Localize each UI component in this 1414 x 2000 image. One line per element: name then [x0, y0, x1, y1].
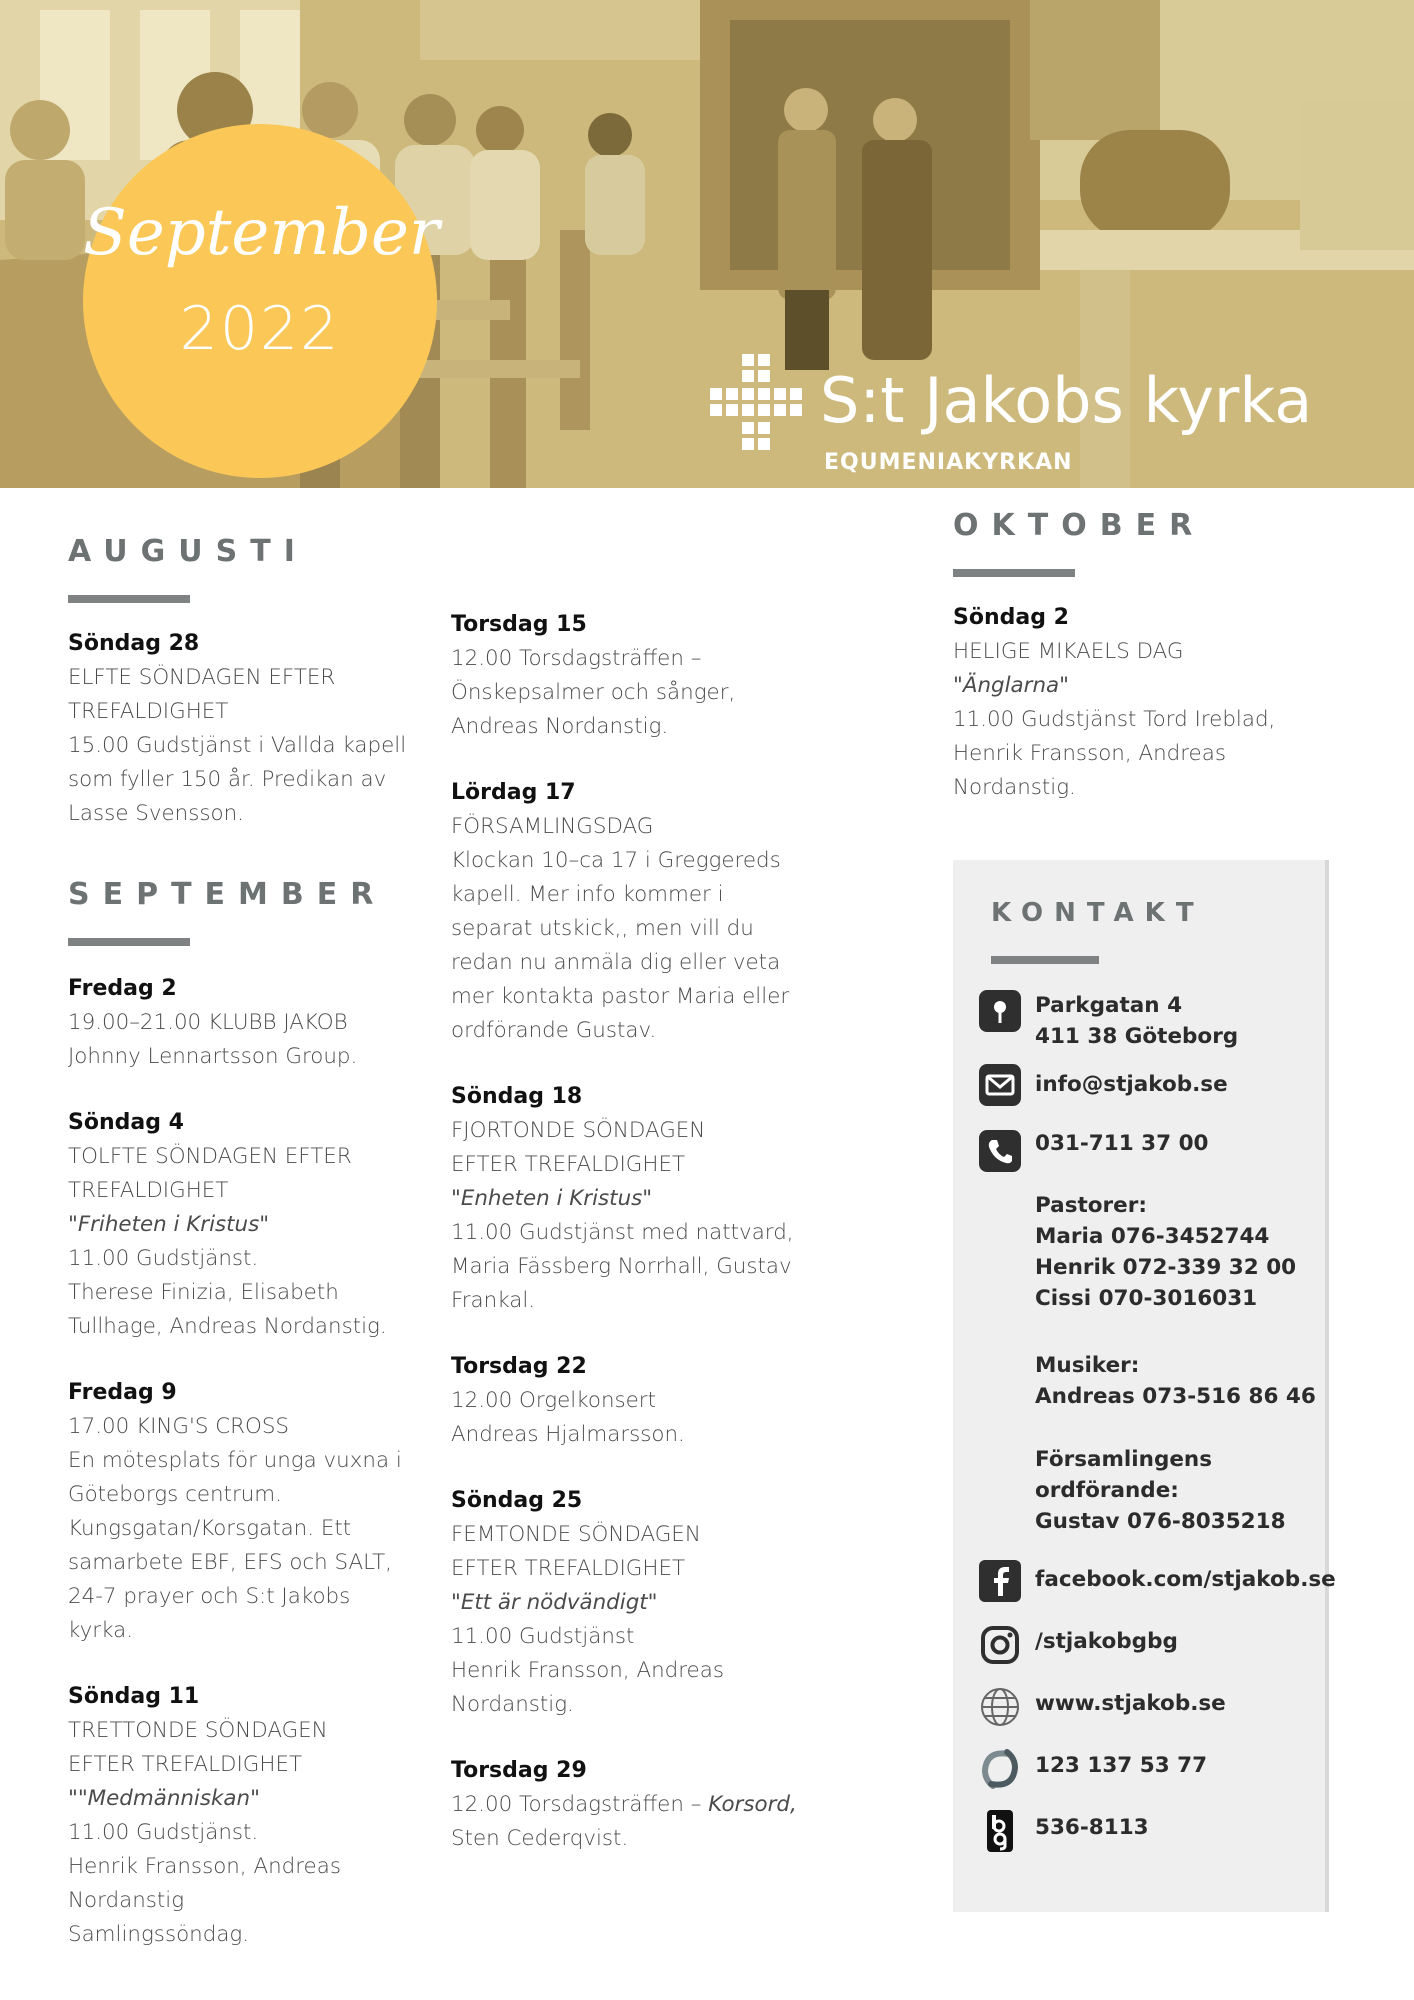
event-theme: "Enheten i Kristus" — [451, 1186, 653, 1211]
musician-label: Musiker: — [1035, 1353, 1140, 1378]
phone-number[interactable]: 031-711 37 00 — [1035, 1131, 1209, 1156]
event-date: Lördag 17 — [451, 780, 576, 805]
event-date: Söndag 11 — [68, 1684, 200, 1709]
event-text: 11.00 Gudstjänst. — [68, 1246, 259, 1271]
event-sondag-28 — [68, 627, 448, 831]
event-text: TREFALDIGHET — [68, 699, 229, 724]
cross-logo-icon — [706, 354, 806, 454]
badge-month: September — [83, 196, 440, 270]
event-text: separat utskick,, men vill du — [451, 916, 754, 941]
event-text: 11.00 Gudstjänst med nattvard, — [451, 1220, 794, 1245]
pastors-label: Pastorer: — [1035, 1193, 1147, 1218]
event-text: EFTER TREFALDIGHET — [451, 1152, 686, 1177]
event-text: 24-7 prayer och S:t Jakobs — [68, 1584, 351, 1609]
map-pin-icon — [979, 990, 1021, 1032]
event-date: Söndag 2 — [953, 605, 1069, 630]
event-text: HELIGE MIKAELS DAG — [953, 639, 1184, 664]
event-sondag-18 — [451, 1080, 851, 1318]
event-text: Lasse Svensson. — [68, 801, 244, 826]
event-date: Fredag 2 — [68, 976, 177, 1001]
event-text: EFTER TREFALDIGHET — [451, 1556, 686, 1581]
event-text: En mötesplats för unga vuxna i — [68, 1448, 402, 1473]
chair-text — [1035, 1444, 1286, 1537]
bankgiro-icon — [979, 1810, 1021, 1852]
event-date: Torsdag 15 — [451, 612, 587, 637]
instagram-icon — [979, 1624, 1021, 1666]
month-badge — [83, 124, 440, 478]
event-text: 12.00 Torsdagsträffen – — [451, 646, 702, 671]
event-text: TREFALDIGHET — [68, 1178, 229, 1203]
event-text: Nordanstig. — [451, 1692, 574, 1717]
event-theme: "Änglarna" — [953, 673, 1069, 698]
event-theme: "Friheten i Kristus" — [68, 1212, 270, 1237]
heading-underline — [68, 595, 190, 603]
event-theme: ""Medmänniskan" — [68, 1786, 260, 1811]
brand-name: S:t Jakobs kyrka — [820, 364, 1313, 437]
event-sondag-4 — [68, 1106, 448, 1344]
event-text: ordförande Gustav. — [451, 1018, 657, 1043]
event-text: Sten Cederqvist. — [451, 1826, 629, 1851]
month-heading-september: SEPTEMBER — [68, 877, 387, 912]
event-text — [451, 1788, 851, 1822]
pastor-entry: Cissi 070-3016031 — [1035, 1286, 1258, 1311]
event-text: Kungsgatan/Korsgatan. Ett — [68, 1516, 352, 1541]
badge-year: 2022 — [179, 294, 341, 364]
event-fredag-9 — [68, 1376, 448, 1648]
heading-underline — [991, 956, 1099, 964]
swish-icon — [979, 1748, 1021, 1790]
event-text: kapell. Mer info kommer i — [451, 882, 724, 907]
event-text: Nordanstig. — [953, 775, 1076, 800]
chair-label: ordförande: — [1035, 1478, 1179, 1503]
event-text: 11.00 Gudstjänst. — [68, 1820, 259, 1845]
event-text: Andreas Nordanstig. — [451, 714, 669, 739]
musician-entry: Andreas 073-516 86 46 — [1035, 1384, 1316, 1409]
event-torsdag-15 — [451, 608, 851, 744]
event-date: Torsdag 22 — [451, 1354, 587, 1379]
event-torsdag-29 — [451, 1754, 851, 1856]
month-heading-oktober: OKTOBER — [953, 508, 1206, 543]
mail-icon — [979, 1064, 1021, 1106]
phone-icon — [979, 1130, 1021, 1172]
address-city: 411 38 Göteborg — [1035, 1024, 1239, 1049]
heading-underline — [68, 938, 190, 946]
facebook-icon — [979, 1560, 1021, 1602]
event-text: mer kontakta pastor Maria eller — [451, 984, 790, 1009]
event-text: Nordanstig — [68, 1888, 185, 1913]
event-text: Andreas Hjalmarsson. — [451, 1422, 685, 1447]
address-street: Parkgatan 4 — [1035, 993, 1183, 1018]
chair-label: Församlingens — [1035, 1447, 1213, 1472]
contact-box — [953, 860, 1336, 1912]
brand-logo — [706, 354, 1346, 484]
swish-number: 123 137 53 77 — [1035, 1753, 1208, 1778]
event-sondag-25 — [451, 1484, 851, 1722]
pastor-entry: Henrik 072-339 32 00 — [1035, 1255, 1297, 1280]
facebook-link[interactable]: facebook.com/stjakob.se — [1035, 1567, 1336, 1592]
event-text: Henrik Fransson, Andreas — [68, 1854, 341, 1879]
column-middle — [451, 608, 851, 1856]
event-text: EFTER TREFALDIGHET — [68, 1752, 303, 1777]
event-text-italic: Korsord, — [708, 1792, 797, 1817]
event-theme: "Ett är nödvändigt" — [451, 1590, 658, 1615]
event-text: 11.00 Gudstjänst — [451, 1624, 635, 1649]
column-right — [953, 508, 1333, 805]
contact-heading: KONTAKT — [991, 898, 1205, 928]
musician-text — [1035, 1350, 1316, 1412]
event-torsdag-22 — [451, 1350, 851, 1452]
column-left — [68, 534, 448, 1952]
event-text: Johnny Lennartsson Group. — [68, 1044, 358, 1069]
bankgiro-number: 536-8113 — [1035, 1815, 1149, 1840]
pastor-entry: Maria 076-3452744 — [1035, 1224, 1270, 1249]
header-photo — [0, 0, 1414, 488]
month-heading-augusti: AUGUSTI — [68, 534, 308, 569]
brand-subtitle: EQUMENIAKYRKAN — [824, 450, 1073, 475]
event-text: TRETTONDE SÖNDAGEN — [68, 1718, 328, 1743]
event-text: 12.00 Orgelkonsert — [451, 1388, 656, 1413]
event-text: samarbete EBF, EFS och SALT, — [68, 1550, 392, 1575]
event-text: Maria Fässberg Norrhall, Gustav — [451, 1254, 792, 1279]
event-text: Önskepsalmer och sånger, — [451, 680, 736, 705]
website-link[interactable]: www.stjakob.se — [1035, 1691, 1226, 1716]
event-text: 15.00 Gudstjänst i Vallda kapell — [68, 733, 407, 758]
pastors-text — [1035, 1190, 1296, 1314]
event-text: Frankal. — [451, 1288, 536, 1313]
event-date: Söndag 25 — [451, 1488, 583, 1513]
address-text — [1035, 990, 1238, 1052]
event-text: Henrik Fransson, Andreas — [451, 1658, 724, 1683]
event-date: Söndag 4 — [68, 1110, 184, 1135]
event-text: Therese Finizia, Elisabeth — [68, 1280, 339, 1305]
event-text: FJORTONDE SÖNDAGEN — [451, 1118, 706, 1143]
event-text: Henrik Fransson, Andreas — [953, 741, 1226, 766]
globe-icon — [979, 1686, 1021, 1728]
event-sondag-2 — [953, 601, 1333, 805]
chair-entry: Gustav 076-8035218 — [1035, 1509, 1286, 1534]
event-text: Samlingssöndag. — [68, 1922, 250, 1947]
heading-underline — [953, 569, 1075, 577]
event-text-part: 12.00 Torsdagsträffen – — [451, 1792, 709, 1817]
email-link[interactable]: info@stjakob.se — [1035, 1072, 1228, 1097]
event-text: Göteborgs centrum. — [68, 1482, 282, 1507]
event-sondag-11 — [68, 1680, 448, 1952]
event-text: 17.00 KING'S CROSS — [68, 1414, 289, 1439]
event-text: FEMTONDE SÖNDAGEN — [451, 1522, 701, 1547]
event-lordag-17 — [451, 776, 851, 1048]
event-text: som fyller 150 år. Predikan av — [68, 767, 387, 792]
event-text: Tullhage, Andreas Nordanstig. — [68, 1314, 387, 1339]
event-date: Söndag 18 — [451, 1084, 583, 1109]
event-text: Klockan 10–ca 17 i Greggereds — [451, 848, 781, 873]
event-text: kyrka. — [68, 1618, 133, 1643]
event-text: redan nu anmäla dig eller veta — [451, 950, 781, 975]
event-text: 19.00–21.00 KLUBB JAKOB — [68, 1010, 348, 1035]
event-text: ELFTE SÖNDAGEN EFTER — [68, 665, 336, 690]
event-fredag-2 — [68, 972, 448, 1074]
event-date: Fredag 9 — [68, 1380, 177, 1405]
event-date: Söndag 28 — [68, 631, 200, 656]
instagram-link[interactable]: /stjakobgbg — [1035, 1629, 1178, 1654]
event-text: 11.00 Gudstjänst Tord Ireblad, — [953, 707, 1276, 732]
event-text: TOLFTE SÖNDAGEN EFTER — [68, 1144, 352, 1169]
event-date: Torsdag 29 — [451, 1758, 587, 1783]
event-text: FÖRSAMLINGSDAG — [451, 814, 654, 839]
